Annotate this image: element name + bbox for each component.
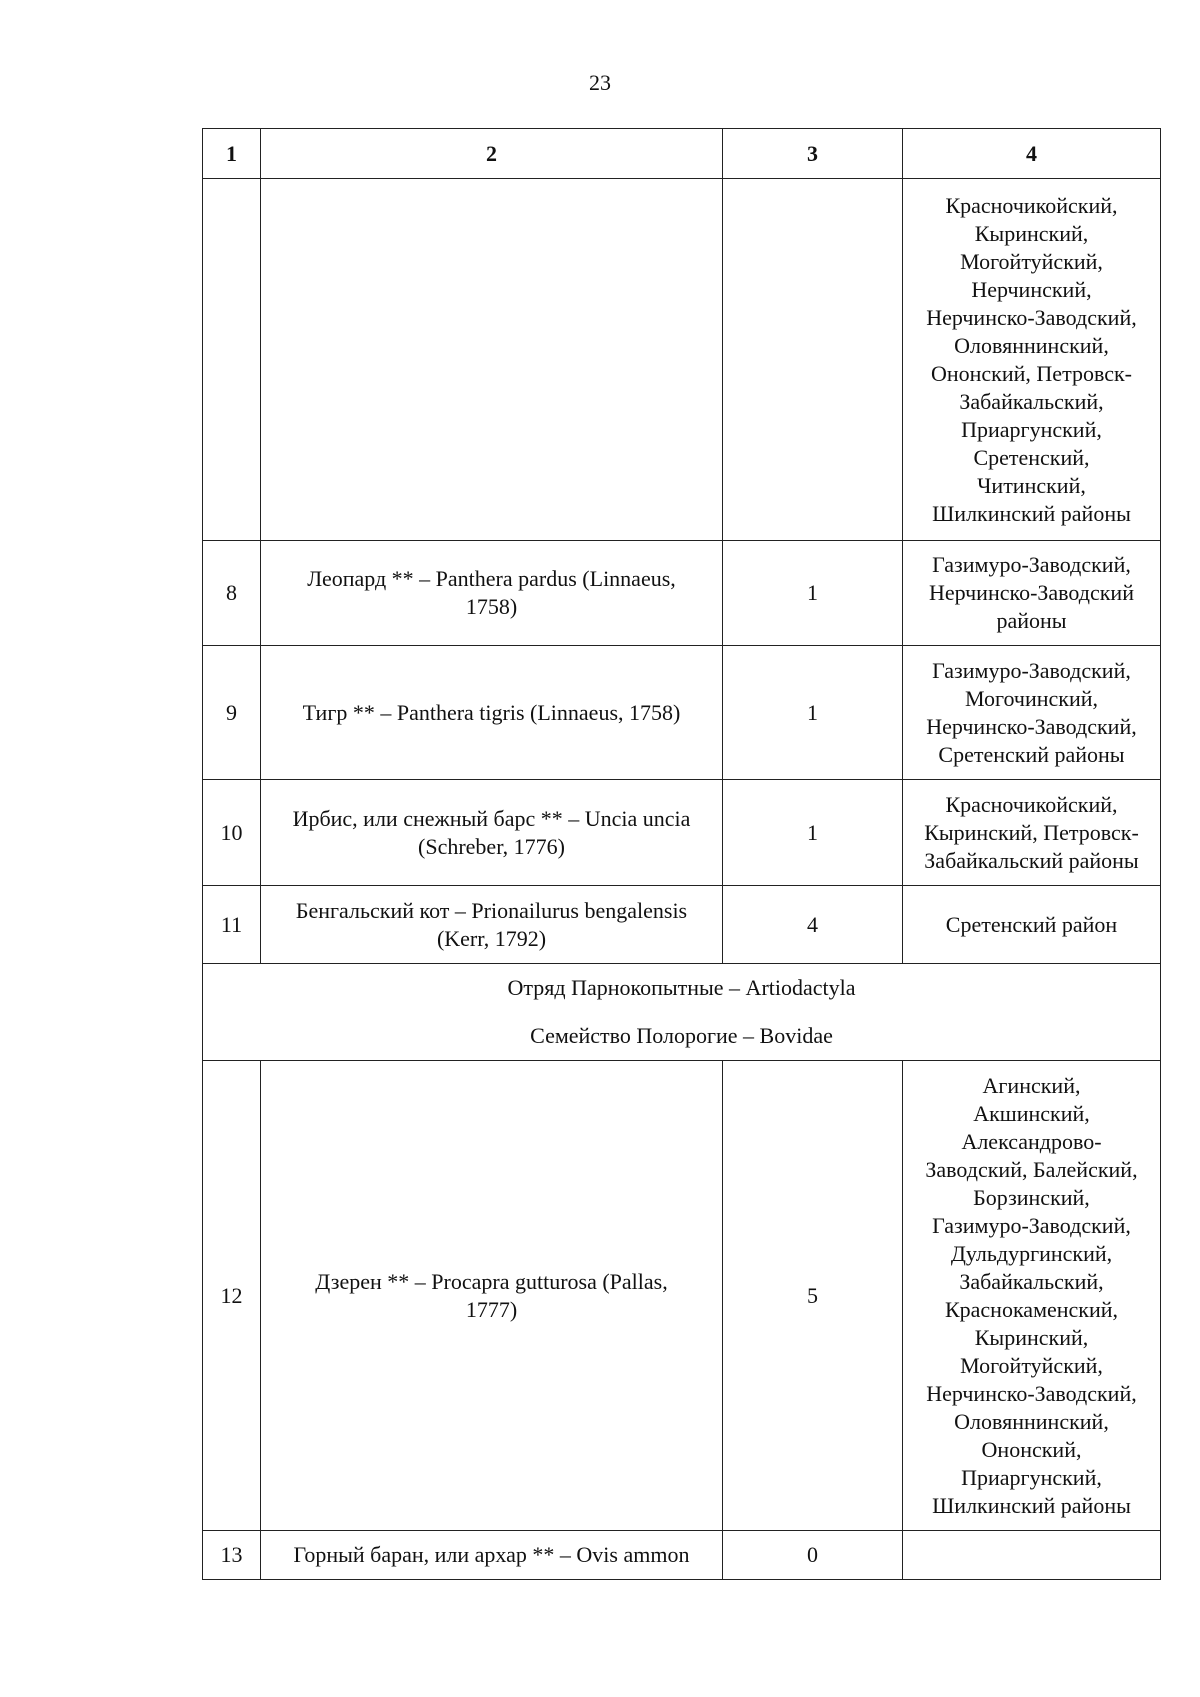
table-row bbox=[203, 179, 1161, 541]
district-line: Газимуро-Заводский, bbox=[932, 1212, 1131, 1238]
order-heading: Отряд Парнокопытные – Artiodactyla bbox=[507, 975, 856, 1000]
districts-cell bbox=[903, 646, 1161, 780]
header-col-2: 2 bbox=[261, 129, 723, 179]
districts-cell bbox=[903, 1531, 1161, 1580]
species-name bbox=[261, 646, 723, 780]
district-line: Акшинский, bbox=[973, 1100, 1090, 1126]
districts-cell bbox=[903, 541, 1161, 646]
table-row bbox=[203, 541, 1161, 646]
district-line: Забайкальский, bbox=[959, 388, 1104, 414]
header-row bbox=[203, 129, 1161, 179]
row-number: 12 bbox=[203, 1061, 261, 1531]
district-line: Газимуро-Заводский, bbox=[932, 552, 1131, 577]
district-line: Нерчинско-Заводский, bbox=[926, 304, 1137, 330]
district-line: Дульдургинский, bbox=[950, 1240, 1113, 1266]
species-name-line: Дзерен ** – Procapra gutturosa (Pallas, bbox=[315, 1268, 668, 1294]
row-number: 10 bbox=[203, 780, 261, 886]
species-name-line: Ирбис, или снежный барс ** – Uncia uncia bbox=[292, 805, 691, 831]
group-row bbox=[203, 964, 1161, 1061]
districts-cell bbox=[903, 1061, 1161, 1531]
district-line: Нерчинско-Заводский, bbox=[926, 1380, 1137, 1406]
species-count: 1 bbox=[723, 646, 903, 780]
header-col-1: 1 bbox=[203, 129, 261, 179]
row-number: 11 bbox=[203, 886, 261, 964]
species-name-line: (Schreber, 1776) bbox=[418, 833, 565, 859]
species-name-line: 1758) bbox=[465, 594, 518, 619]
table-row bbox=[203, 646, 1161, 780]
species-name-line: Леопард ** – Panthera pardus (Linnaeus, bbox=[307, 566, 676, 591]
family-heading: Семейство Полорогие – Bovidae bbox=[530, 1023, 833, 1048]
species-count: 1 bbox=[723, 541, 903, 646]
species-name bbox=[261, 179, 723, 541]
district-line: Агинский, bbox=[982, 1072, 1081, 1098]
district-line: Могойтуйский, bbox=[960, 1352, 1103, 1378]
district-line: Краснокаменский, bbox=[944, 1296, 1119, 1322]
district-line: Газимуро-Заводский, bbox=[932, 657, 1131, 683]
header-col-4: 4 bbox=[903, 129, 1161, 179]
district-line: Борзинский, bbox=[973, 1184, 1090, 1210]
district-line: Читинский, bbox=[977, 472, 1086, 498]
district-line: Шилкинский районы bbox=[932, 500, 1131, 526]
district-line: Нерчинский, bbox=[971, 276, 1092, 302]
district-line: Александрово- bbox=[961, 1128, 1102, 1154]
row-number bbox=[203, 179, 261, 541]
row-number: 8 bbox=[203, 541, 261, 646]
species-name bbox=[261, 886, 723, 964]
districts-cell bbox=[903, 886, 1161, 964]
species-count: 1 bbox=[723, 780, 903, 886]
district-line: Оловяннинский, bbox=[954, 1408, 1109, 1434]
species-count bbox=[723, 179, 903, 541]
district-line: Нерчинско-Заводский bbox=[929, 580, 1134, 605]
row-number: 9 bbox=[203, 646, 261, 780]
district-line: Красночикойский, bbox=[945, 192, 1118, 218]
district-line: Оловяннинский, bbox=[954, 332, 1109, 358]
table-row bbox=[203, 886, 1161, 964]
table-row bbox=[203, 780, 1161, 886]
species-count: 4 bbox=[723, 886, 903, 964]
district-line: Приаргунский, bbox=[961, 1464, 1102, 1490]
district-line: районы bbox=[996, 608, 1067, 633]
district-line: Ононский, bbox=[981, 1436, 1082, 1462]
district-line: Кыринский, bbox=[974, 1324, 1089, 1350]
district-line: Шилкинский районы bbox=[932, 1492, 1131, 1518]
group-heading-cell bbox=[203, 964, 1161, 1061]
table-row bbox=[203, 1531, 1161, 1580]
species-count: 5 bbox=[723, 1061, 903, 1531]
species-name bbox=[261, 780, 723, 886]
districts-cell bbox=[903, 780, 1161, 886]
table-row bbox=[203, 1061, 1161, 1531]
district-line: Забайкальский районы bbox=[924, 847, 1139, 873]
district-line: Красночикойский, bbox=[945, 791, 1118, 817]
district-line: Могочинский, bbox=[964, 685, 1099, 711]
district-line: Приаргунский, bbox=[961, 416, 1102, 442]
species-name-line: Горный баран, или архар ** – Ovis ammon bbox=[293, 1542, 690, 1567]
species-name bbox=[261, 1531, 723, 1580]
district-line: Ононский, Петровск- bbox=[930, 360, 1132, 386]
page-number: 23 bbox=[589, 70, 611, 95]
district-line: Кыринский, bbox=[974, 220, 1089, 246]
district-line: Забайкальский, bbox=[959, 1268, 1104, 1294]
species-name-line: (Kerr, 1792) bbox=[436, 925, 547, 951]
district-line: Сретенский районы bbox=[938, 741, 1125, 767]
species-name-line: 1777) bbox=[465, 1296, 518, 1322]
district-line: Нерчинско-Заводский, bbox=[926, 713, 1137, 739]
district-line: Сретенский район bbox=[945, 911, 1118, 937]
district-line: Заводский, Балейский, bbox=[925, 1156, 1138, 1182]
row-number: 13 bbox=[203, 1531, 261, 1580]
species-name-line: Бенгальский кот – Prionailurus bengalensis bbox=[295, 897, 688, 923]
district-line: Сретенский, bbox=[973, 444, 1090, 470]
species-name-line: Тигр ** – Panthera tigris (Linnaeus, 1758) bbox=[302, 699, 681, 725]
district-line: Кыринский, Петровск- bbox=[924, 819, 1139, 845]
district-line: Могойтуйский, bbox=[960, 248, 1103, 274]
species-name bbox=[261, 541, 723, 646]
species-table bbox=[202, 128, 1161, 1580]
species-count: 0 bbox=[723, 1531, 903, 1580]
districts-cell bbox=[903, 179, 1161, 541]
header-col-3: 3 bbox=[723, 129, 903, 179]
species-name bbox=[261, 1061, 723, 1531]
